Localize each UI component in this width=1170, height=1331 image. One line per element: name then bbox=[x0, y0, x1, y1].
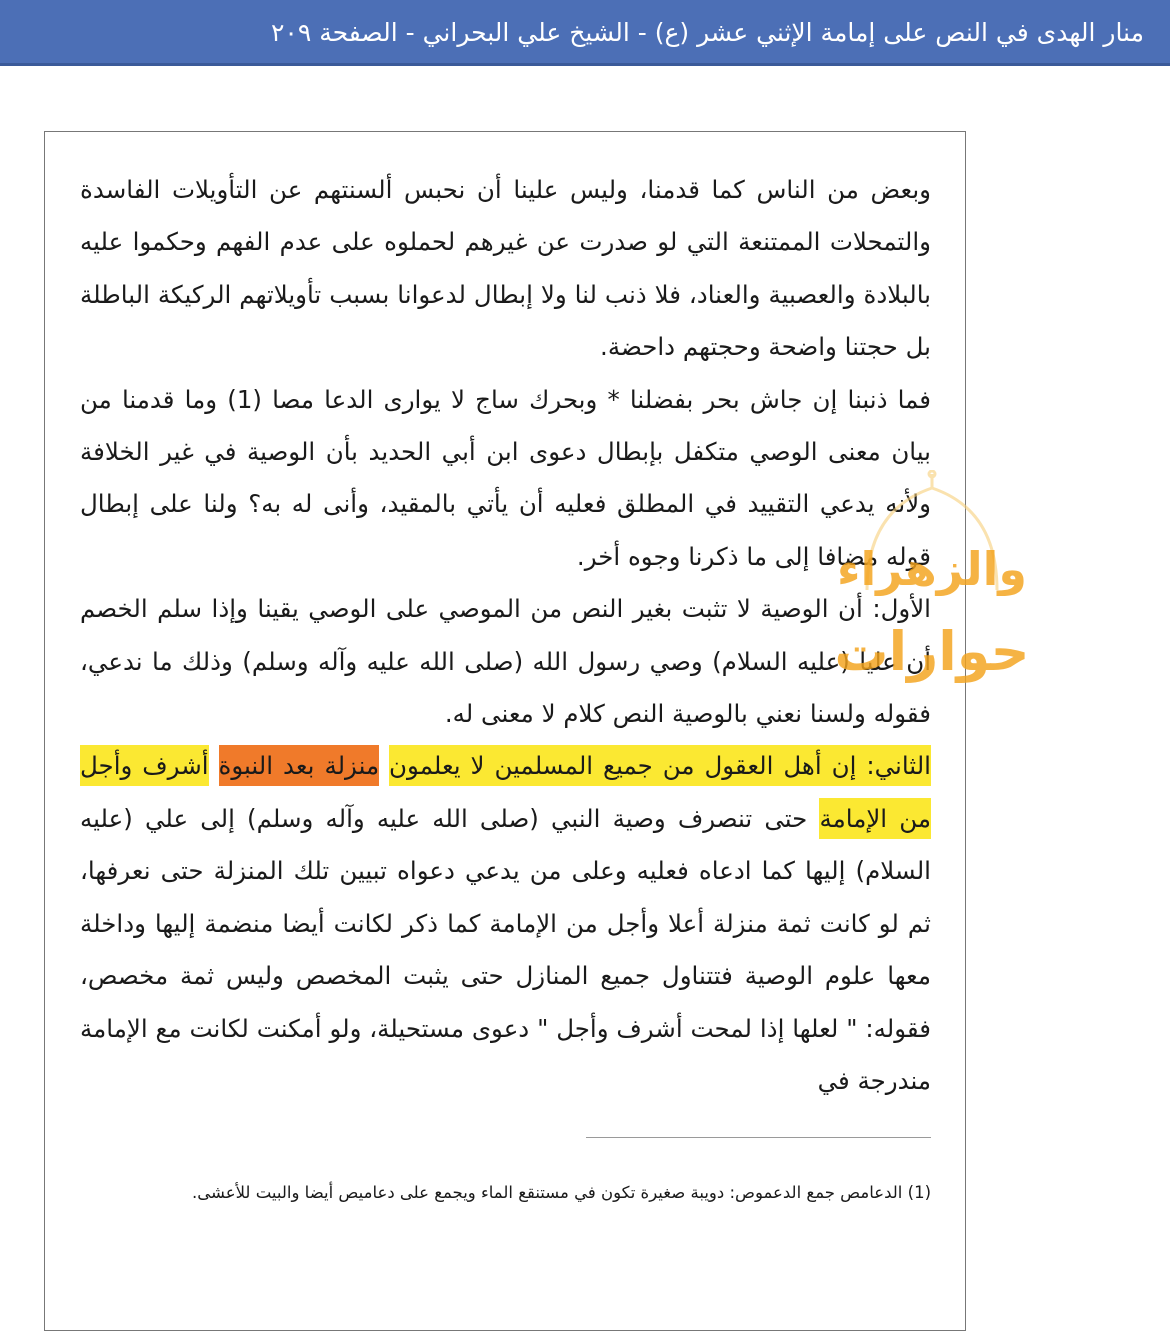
watermark-line1: والزهراء bbox=[836, 542, 1028, 596]
yellow-highlight: الثاني: إن أهل العقول من جميع المسلمين لا يعلمون bbox=[389, 745, 931, 786]
paragraph: فما ذنبنا إن جاش بحر بفضلنا * وبحرك ساج لا يوارى الدعا مصا (1) وما قدمنا من بيان معنى الوصي متكفل بإبطال دعوى ابن أبي الحديد بأن الوصية في غير الخلافة ولأنه يدعي التقييد في المطلق فعليه أن يأتي بالمقيد، وأنى له به؟ ولنا على إبطال قوله مضافا إلى ما ذكرنا وجوه أخر. bbox=[80, 384, 931, 571]
paragraph: وبعض من الناس كما قدمنا، وليس علينا أن نحبس ألسنتهم عن التأويلات الفاسدة والتمحلات الممتنعة التي لو صدرت عن غيرهم لحملوه على عدم الفهم وحكموا عليه بالبلادة والعصبية والعناد، فلا ذنب لنا ولا إبطال لدعوانا بسبب تأويلاتهم الركيكة الباطلة بل حجتنا واضحة وحجتهم داحضة. bbox=[80, 175, 931, 362]
footnote: (1) الدعامص جمع الدعموص: دويبة صغيرة تكون في مستنقع الماء ويجمع على دعاميص أيضا والبيت للأعشى. bbox=[192, 1183, 931, 1202]
watermark-line2: حوارات bbox=[834, 620, 1030, 683]
page-title: منار الهدى في النص على إمامة الإثني عشر (ع) - الشيخ علي البحراني - الصفحة ٢٠٩ bbox=[270, 18, 1144, 47]
footnote-divider bbox=[586, 1137, 931, 1138]
yellow-highlight: أشرف وأجل من الإمامة bbox=[80, 745, 931, 838]
paragraph-text: حتى تنصرف وصية النبي (صلى الله عليه وآله وسلم) إلى علي (عليه السلام) إليها كما ادعاه فعليه وعلى من يدعي دعواه تبيين تلك المنزلة حتى نعرفها، ثم لو كانت ثمة منزلة أعلا وأجل من الإمامة كما ذكر لكانت أيضا منضمة إليها وداخلة معها علوم الوصية فتتناول جميع المنازل حتى يثبت المخصص وليس ثمة مخصص، فقوله: " لعلها إذا لمحت أشرف وأجل " دعوى مستحيلة، ولو أمكنت لكانت مع الإمامة مندرجة في bbox=[80, 803, 931, 1095]
page-header bbox=[0, 0, 1170, 66]
document-body bbox=[80, 164, 931, 1107]
paragraph-highlighted bbox=[80, 740, 931, 1107]
orange-highlight: منزلة بعد النبوة bbox=[219, 745, 380, 786]
paragraph: الأول: أن الوصية لا تثبت بغير النص من الموصي على الوصي يقينا وإذا سلم الخصم أن عليا (عليه السلام) وصي رسول الله (صلى الله عليه وآله وسلم) وذلك ما ندعي، فقوله ولسنا نعني بالوصية النص كلام لا معنى له. bbox=[80, 594, 931, 729]
